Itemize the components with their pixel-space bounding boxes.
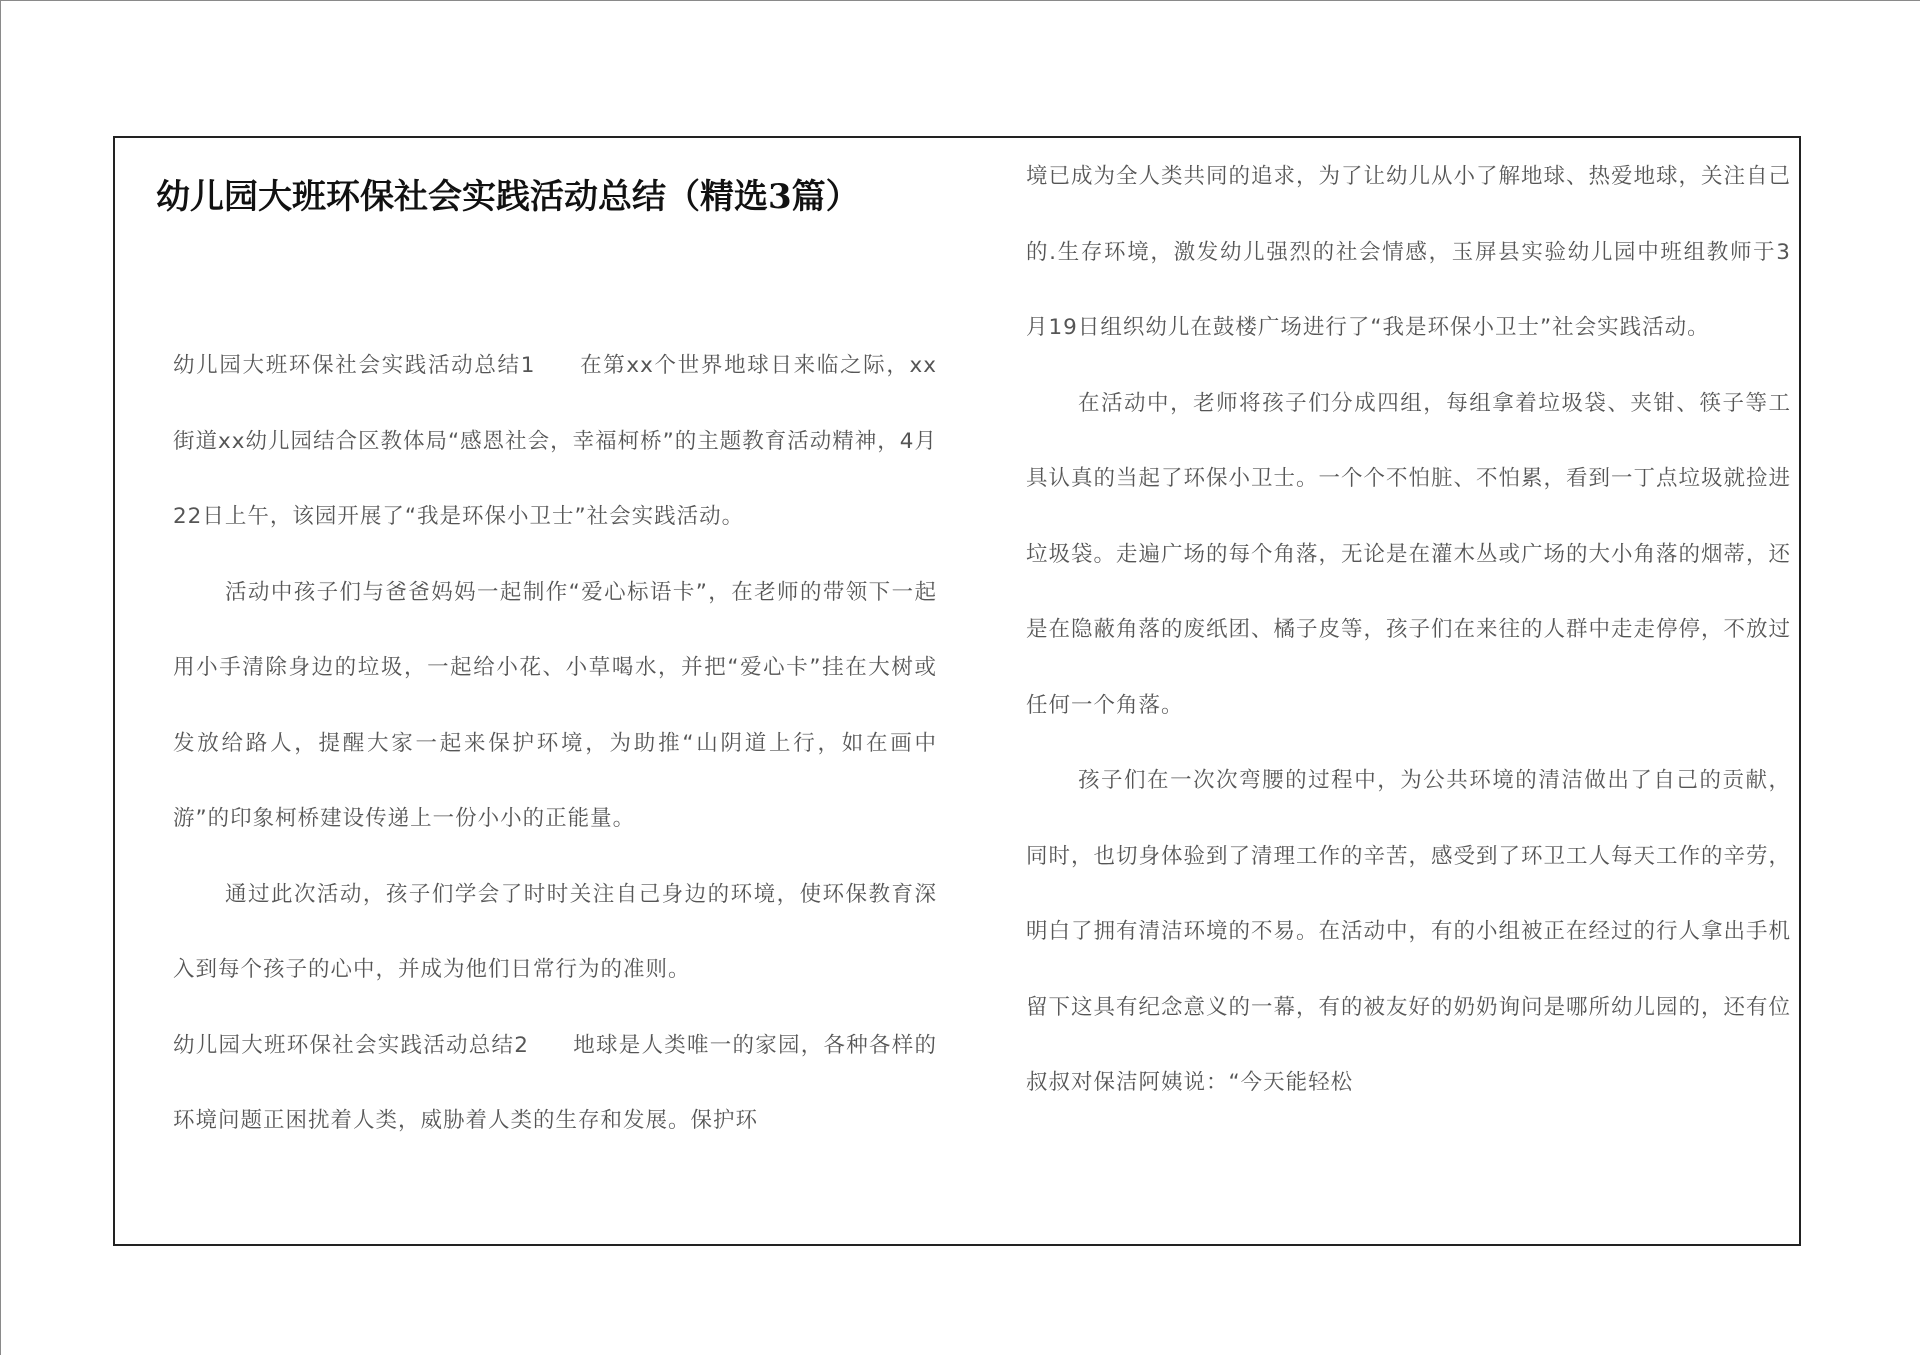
paragraph: 在活动中，老师将孩子们分成四组，每组拿着垃圾袋、夹钳、筷子等工具认真的当起了环保小卫士。一个个不怕脏、不怕累，看到一丁点垃圾就捡进垃圾袋。走遍广场的每个角落，无论是在灌木丛或广场的大小角落的烟蒂，还是在隐蔽角落的废纸团、橘子皮等，孩子们在来往的人群中走走停停，不放过任何一个角落。	[1026, 390, 1791, 718]
paragraph-text: 在第xx个世界地球日来临之际，xx街道xx幼儿园结合区教体局“感恩社会，幸福柯桥”的主题教育活动精神，4月22日上午，该园开展了“我是环保小卫士”社会实践活动。	[173, 353, 937, 529]
left-text-column	[173, 328, 937, 1238]
document-title: 幼儿园大班环保社会实践活动总结（精选3篇）	[156, 177, 860, 217]
paragraph-text: 地球是人类唯一的家园，各种各样的环境问题正困扰着人类，威胁着人类的生存和发展。保护环	[173, 1032, 937, 1133]
section-heading: 幼儿园大班环保社会实践活动总结1	[173, 353, 536, 378]
paragraph	[173, 1008, 937, 1159]
right-text-column	[1026, 139, 1791, 1239]
paragraph: 活动中孩子们与爸爸妈妈一起制作“爱心标语卡”，在老师的带领下一起用小手清除身边的垃圾，一起给小花、小草喝水，并把“爱心卡”挂在大树或发放给路人，提醒大家一起来保护环境，为助推“山阴道上行，如在画中游”的印象柯桥建设传递上一份小小的正能量。	[173, 579, 937, 831]
paragraph	[173, 328, 937, 555]
paragraph: 通过此次活动，孩子们学会了时时关注自己身边的环境，使环保教育深入到每个孩子的心中，并成为他们日常行为的准则。	[173, 881, 937, 982]
paragraph: 境已成为全人类共同的追求，为了让幼儿从小了解地球、热爱地球，关注自己的.生存环境，激发幼儿强烈的社会情感，玉屏县实验幼儿园中班组教师于3月19日组织幼儿在鼓楼广场进行了“我是环保小卫士”社会实践活动。	[1026, 164, 1791, 340]
paragraph: 孩子们在一次次弯腰的过程中，为公共环境的清洁做出了自己的贡献，同时，也切身体验到了清理工作的辛苦，感受到了环卫工人每天工作的辛劳，明白了拥有清洁环境的不易。在活动中，有的小组被正在经过的行人拿出手机留下这具有纪念意义的一幕，有的被友好的奶奶询问是哪所幼儿园的，还有位叔叔对保洁阿姨说：“今天能轻松	[1026, 768, 1791, 1095]
section-heading: 幼儿园大班环保社会实践活动总结2	[173, 1032, 529, 1058]
